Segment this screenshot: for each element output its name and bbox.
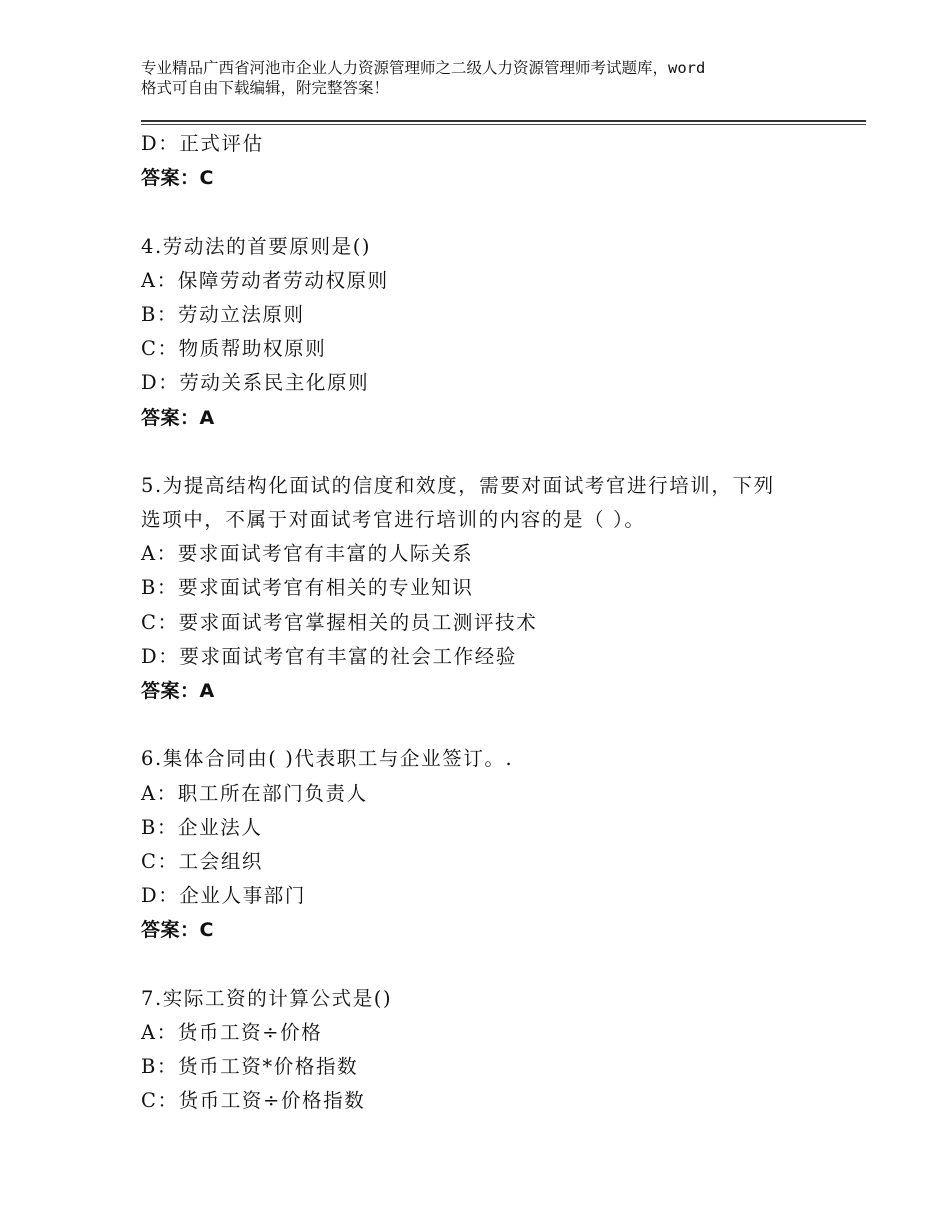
question-title: 4.劳动法的首要原则是(): [141, 234, 372, 258]
question-title: 6.集体合同由( )代表职工与企业签订。.: [141, 747, 514, 771]
question-5: [141, 469, 866, 708]
answer-3: 答案：C: [141, 167, 214, 190]
header-line-2: 格式可自由下载编辑，附完整答案！: [141, 79, 390, 97]
document-body: [141, 127, 866, 1118]
header-line-1: 专业精品广西省河池市企业人力资源管理师之二级人力资源管理师考试题库，word: [141, 59, 706, 77]
question-title: 7.实际工资的计算公式是(): [141, 986, 393, 1010]
question-title-line-1: 5.为提高结构化面试的信度和效度，需要对面试考官进行培训，下列: [141, 473, 775, 497]
option-a: A：要求面试考官有丰富的人际关系: [141, 542, 474, 566]
spacer: [141, 435, 866, 469]
document-header: [141, 58, 831, 98]
question-title-line-2: 选项中，不属于对面试考官进行培训的内容的是（ ）。: [141, 508, 646, 532]
option-a: A：职工所在部门负责人: [141, 781, 368, 805]
option-b: B：要求面试考官有相关的专业知识: [141, 576, 474, 600]
option-b: B：劳动立法原则: [141, 302, 305, 326]
question-6: [141, 742, 866, 947]
spacer: [141, 708, 866, 742]
option-c: C：工会组织: [141, 849, 264, 873]
option-a: A：货币工资÷价格: [141, 1020, 323, 1044]
header-divider-thick: [141, 120, 866, 122]
option-d: D：劳动关系民主化原则: [141, 371, 370, 395]
option-d: D：企业人事部门: [141, 884, 306, 908]
option-b: B：货币工资*价格指数: [141, 1055, 359, 1079]
question-7: [141, 982, 866, 1119]
header-divider-thin: [141, 124, 866, 125]
option-a: A：保障劳动者劳动权原则: [141, 268, 389, 292]
spacer: [141, 195, 866, 229]
option-d: D：正式评估: [141, 132, 264, 155]
option-c: C：要求面试考官掌握相关的员工测评技术: [141, 610, 538, 634]
option-b: B：企业法人: [141, 815, 263, 839]
option-c: C：货币工资÷价格指数: [141, 1089, 366, 1113]
answer: 答案：A: [141, 680, 215, 702]
answer: 答案：C: [141, 919, 214, 942]
spacer: [141, 948, 866, 982]
question-4: [141, 230, 866, 435]
option-c: C：物质帮助权原则: [141, 337, 327, 361]
answer: 答案：A: [141, 406, 215, 429]
option-d: D：要求面试考官有丰富的社会工作经验: [141, 644, 517, 668]
